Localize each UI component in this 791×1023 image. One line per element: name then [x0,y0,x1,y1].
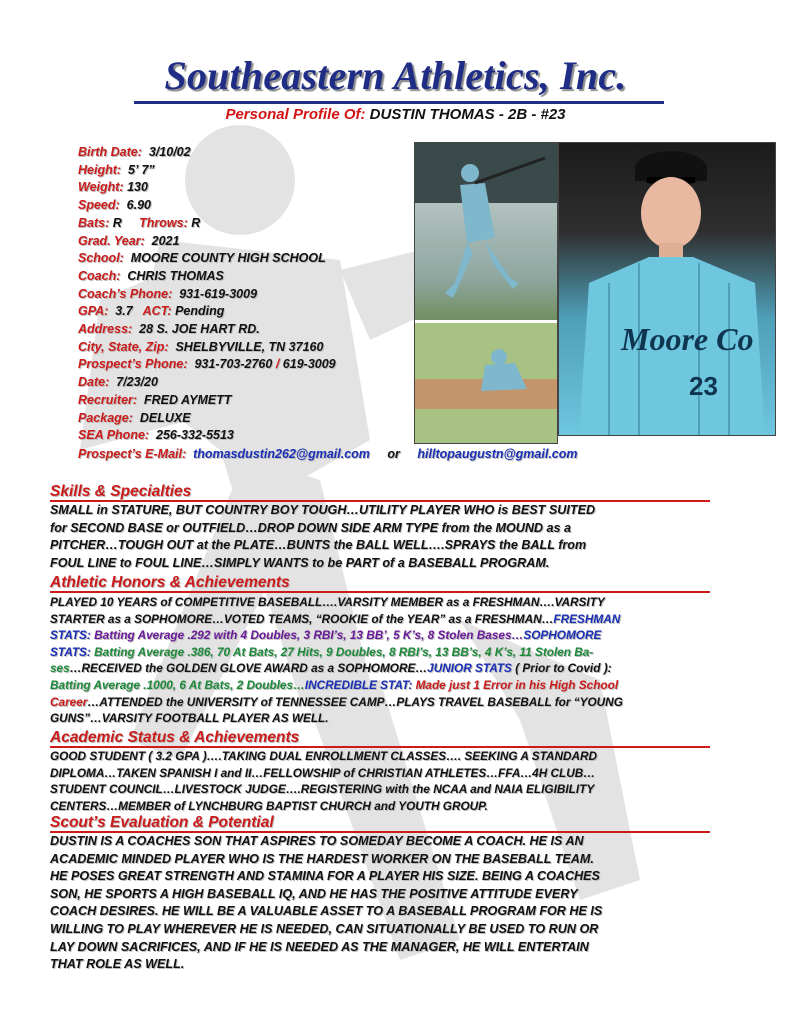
player-portrait-icon [559,143,775,435]
scout-line: THAT ROLE AS WELL. [50,957,185,972]
info-separator: / [275,357,280,372]
info-row-height [78,162,408,180]
honors-body [50,594,750,727]
honors-junior-stats: Batting Average .1000, 6 At Bats, 2 Doubles… [50,677,305,692]
honors-text: STARTER as a SOPHOMORE…VOTED TEAMS, “ROOKIE of the YEAR” as a FRESHMAN… [50,611,554,626]
info-row-school [78,250,408,268]
honors-line: GUNS”…VARSITY FOOTBALL PLAYER AS WELL. [50,711,329,726]
honors-stat-label: FRESHMAN [553,611,621,626]
info-value: MOORE COUNTY HIGH SCHOOL [130,251,326,266]
info-value: CHRIS THOMAS [127,268,224,283]
info-value: R [112,215,122,230]
honors-line [50,660,750,677]
honors-line [50,611,750,628]
info-label: Weight: [78,180,124,195]
academic-heading: Academic Status & Achievements [50,729,710,748]
scout-line: DUSTIN IS A COACHES SON THAT ASPIRES TO SOMEDAY BECOME A COACH. HE IS AN [50,834,584,848]
info-row-recruiter [78,392,408,410]
info-label: Package: [78,410,133,425]
info-label: Prospect’s Phone: [78,357,188,372]
info-value: SHELBYVILLE, TN 37160 [175,339,324,354]
info-label: School: [78,251,124,266]
info-row-bats-throws [78,215,408,233]
info-value: 256-332-5513 [156,428,234,443]
info-row-sea-phone [78,427,408,445]
honors-line: PLAYED 10 YEARS of COMPETITIVE BASEBALL….VARSITY MEMBER as a FRESHMAN….VARSITY [50,595,605,609]
skills-line: FOUL LINE to FOUL LINE…SIMPLY WANTS to be PART of a BASEBALL PROGRAM. [50,555,550,570]
info-value: DELUXE [139,410,191,425]
info-row-speed [78,197,408,215]
academic-line: DIPLOMA…TAKEN SPANISH I and II…FELLOWSHIP of CHRISTIAN ATHLETES…FFA…4H CLUB… [50,765,596,780]
skills-line: PITCHER…TOUGH OUT at the PLATE…BUNTS the BALL WELL….SPRAYS the BALL from [50,538,587,553]
skills-heading: Skills & Specialties [50,483,710,502]
info-value: 5’ 7” [128,162,155,177]
subtitle-value: DUSTIN THOMAS - 2B - #23 [369,106,566,123]
honors-text: ( Prior to Covid ): [515,661,612,676]
action-photos [414,142,558,444]
info-label: Height: [78,162,122,177]
title-underline [134,101,664,104]
honors-line [50,644,750,661]
scout-line: SON, HE SPORTS A HIGH BASEBALL IQ, AND HE HAS THE POSITIVE ATTITUDE EVERY [50,886,578,901]
info-label: Coach: [78,268,121,283]
info-label: Date: [78,375,110,390]
info-label: Recruiter: [78,392,138,407]
email-or: or [387,447,400,461]
info-label-2: ACT: [142,304,172,319]
info-row-coach [78,268,408,286]
jersey-number: 23 [689,371,718,401]
info-row-date [78,374,408,392]
profile-subtitle [0,106,791,123]
scout-line: COACH DESIRES. HE WILL BE A VALUABLE ASSET TO A BASEBALL PROGRAM FOR HE IS [50,904,603,919]
info-label-2: Throws: [139,215,188,230]
info-row-coach-phone [78,286,408,304]
academic-line: GOOD STUDENT ( 3.2 GPA )….TAKING DUAL ENROLLMENT CLASSES…. SEEKING A STANDARD [50,749,598,763]
scout-body [50,833,750,974]
info-value: 931-703-2760 [194,357,273,372]
scout-line: ACADEMIC MINDED PLAYER WHO IS THE HARDEST WORKER ON THE BASEBALL TEAM. [50,851,594,866]
info-value: 130 [127,180,148,195]
info-value-2: Pending [175,304,225,319]
info-row-weight [78,179,408,197]
honors-line [50,677,750,694]
profile-info-list [78,144,408,445]
scout-line: LAY DOWN SACRIFICES, AND IF HE IS NEEDED AS THE MANAGER, HE WILL ENTERTAIN [50,939,589,954]
info-row-grad-year [78,233,408,251]
email-link-1[interactable]: thomasdustin262@gmail.com [193,447,370,461]
honors-line [50,627,750,644]
info-label: Bats: [78,215,110,230]
scout-heading: Scout’s Evaluation & Potential [50,814,710,833]
honors-sophomore-stats: Batting Average .386, 70 At Bats, 27 Hits, 9 Doubles, 8 RBI’s, 13 BB’s, 4 K’s, 11 Stolen Ba- [94,644,594,659]
info-value: 7/23/20 [116,375,158,390]
honors-text: …ATTENDED the UNIVERSITY of TENNESSEE CAMP…PLAYS TRAVEL BASEBALL for “YOUNG [87,694,623,709]
photo-divider [415,320,557,323]
email-label: Prospect’s E-Mail: [78,447,187,461]
info-value: 3/10/02 [148,145,191,159]
info-value: 3.7 [115,304,133,319]
info-value: 6.90 [126,198,151,213]
honors-stat-label: SOPHOMORE [523,628,602,643]
portrait-photo [558,142,776,436]
info-label: Coach’s Phone: [78,286,173,301]
info-value: FRED AYMETT [144,392,232,407]
info-value: 28 S. JOE HART RD. [139,322,260,337]
info-label: Address: [78,322,133,337]
info-row-gpa-act [78,303,408,321]
page-title: Southeastern Athletics, Inc. [164,53,627,98]
scout-line: HE POSES GREAT STRENGTH AND STAMINA FOR A PLAYER HIS SIZE. BEING A COACHES [50,869,600,884]
honors-incredible-stat: Career [50,694,88,709]
info-label: GPA: [78,304,109,319]
honors-stat-label: JUNIOR STATS [427,661,512,676]
info-label: Speed: [78,198,120,213]
info-value: 2021 [151,233,180,248]
academic-line: STUDENT COUNCIL…LIVESTOCK JUDGE….REGISTERING with the NCAA and NAIA ELIGIBILITY [50,782,595,797]
info-label: Birth Date: [78,145,142,159]
info-value: 931-619-3009 [179,286,258,301]
skills-line: for SECOND BASE or OUTFIELD…DROP DOWN SIDE ARM TYPE from the MOUND as a [50,520,572,535]
jersey-lettering: Moore Co [621,321,754,357]
honors-freshman-stats: Batting Average .292 with 4 Doubles, 3 RBI’s, 13 BB’, 5 K’s, 8 Stolen Bases… [94,628,524,643]
email-row [78,447,578,461]
honors-text: …RECEIVED the GOLDEN GLOVE AWARD as a SOPHOMORE… [69,661,428,676]
info-row-address [78,321,408,339]
info-row-package [78,410,408,428]
email-link-2[interactable]: hilltopaugustn@gmail.com [417,447,578,461]
honors-stat-label: INCREDIBLE STAT: [304,677,413,692]
info-label: City, State, Zip: [78,339,169,354]
scout-line: WILLING TO PLAY WHEREVER HE IS NEEDED, CAN SITUATIONALLY BE USED TO RUN OR [50,921,599,936]
academic-body [50,748,750,814]
info-label: SEA Phone: [78,428,150,443]
honors-heading: Athletic Honors & Achievements [50,574,710,593]
honors-sophomore-stats: ses [50,661,70,676]
skills-body [50,502,750,572]
honors-stat-label: STATS: [50,628,91,643]
honors-line [50,694,750,711]
info-row-city-state-zip [78,339,408,357]
batter-swing-icon [415,143,557,443]
subtitle-label: Personal Profile Of: [225,106,366,123]
info-label: Grad. Year: [78,233,145,248]
academic-line: CENTERS…MEMBER of LYNCHBURG BAPTIST CHURCH and YOUTH GROUP. [50,798,488,813]
info-row-prospect-phone [78,356,408,374]
info-value-2: R [191,215,201,230]
info-row-birth-date [78,144,408,162]
honors-incredible-stat: Made just 1 Error in his High School [415,677,619,692]
honors-stat-label: STATS: [50,644,91,659]
skills-line: SMALL in STATURE, BUT COUNTRY BOY TOUGH…UTILITY PLAYER WHO is BEST SUITED [50,503,596,517]
info-value-2: 619-3009 [282,357,336,372]
